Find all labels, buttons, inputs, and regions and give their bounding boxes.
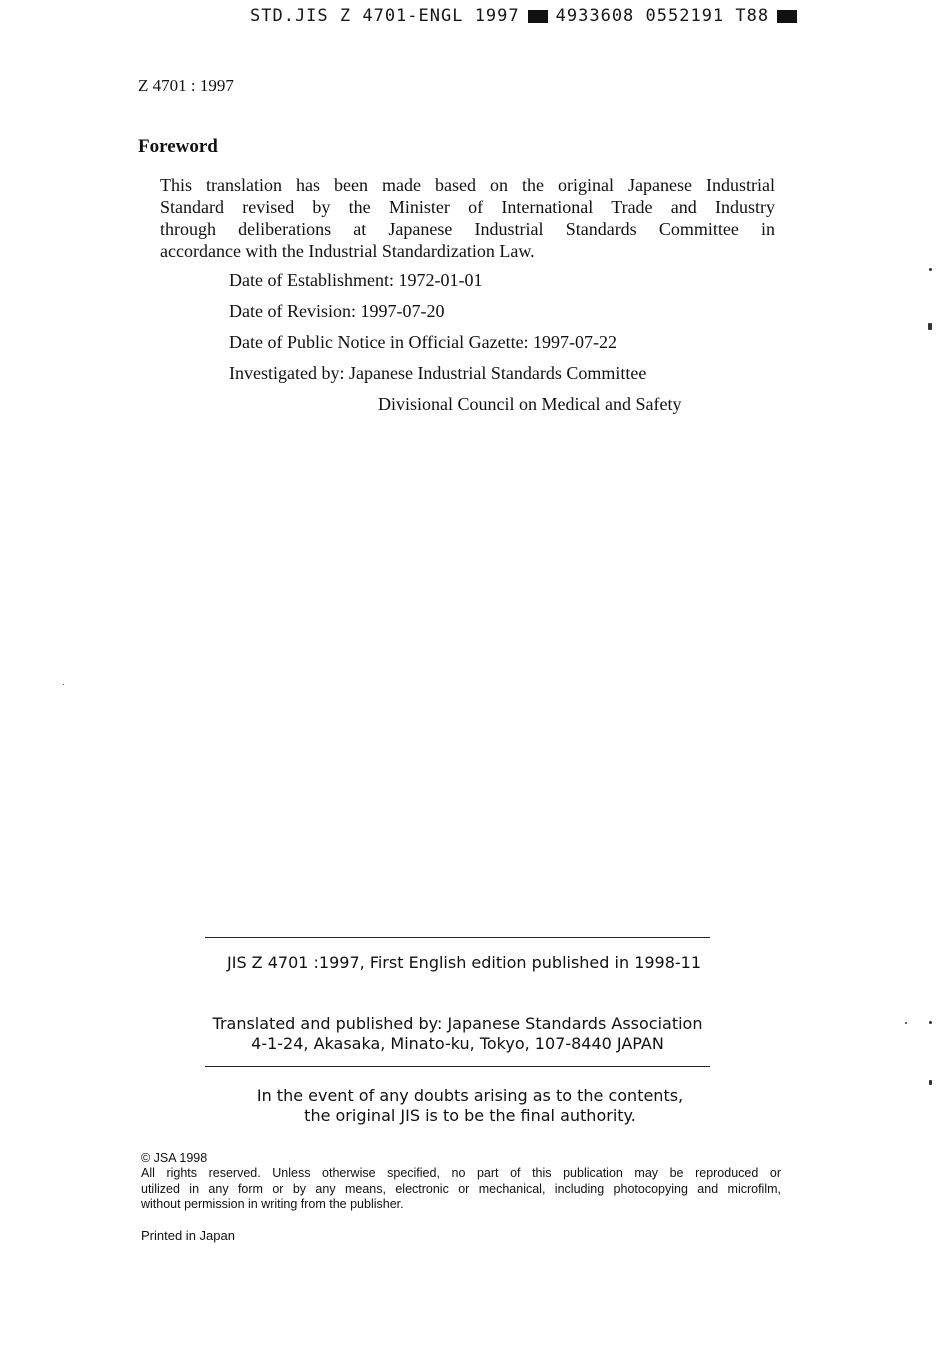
document-number: Z 4701 : 1997: [138, 76, 234, 95]
rights-statement: [141, 1166, 781, 1213]
scan-speck: [905, 1022, 907, 1024]
rights-line: All rights reserved. Unless otherwise specified, no part of this publication may be reproduced or: [141, 1166, 781, 1180]
header-stamp: [250, 6, 805, 26]
investigated-by: Investigated by: Japanese Industrial Standards Committee: [229, 363, 647, 383]
foreword-line: through deliberations at Japanese Industrial Standards Committee in: [160, 219, 775, 239]
copyright-notice: © JSA 1998: [141, 1151, 208, 1165]
divider-bottom: [205, 1066, 710, 1067]
foreword-line: Standard revised by the Minister of International Trade and Industry: [160, 197, 775, 217]
date-of-establishment: Date of Establishment: 1972-01-01: [229, 270, 483, 290]
investigated-by-council: Divisional Council on Medical and Safety: [378, 394, 682, 414]
rights-line: utilized in any form or by any means, electronic or mechanical, including photocopying and microfilm,: [141, 1181, 781, 1196]
publisher-line: Translated and published by: Japanese Standards Association: [212, 1014, 703, 1033]
edition-line: JIS Z 4701 :1997, First English edition published in 1998-11: [227, 953, 702, 972]
scan-speck: [929, 268, 932, 271]
authority-note-line: In the event of any doubts arising as to the contents,: [256, 1086, 684, 1105]
foreword-paragraph: [160, 174, 775, 262]
scan-speck: [63, 684, 64, 685]
divider-top: [205, 937, 710, 938]
foreword-line: This translation has been made based on the original Japanese Industrial: [160, 175, 775, 195]
date-of-public-notice: Date of Public Notice in Official Gazette: 1997-07-22: [229, 332, 618, 352]
header-stamp-code: STD.JIS Z 4701-ENGL 1997: [250, 6, 520, 26]
printed-in: Printed in Japan: [141, 1228, 235, 1243]
authority-note-line: the original JIS is to be the final authority.: [304, 1106, 636, 1125]
scan-speck: [928, 323, 932, 330]
date-of-revision: Date of Revision: 1997-07-20: [229, 301, 445, 321]
header-stamp-serial: 4933608 0552191 T88: [555, 6, 770, 26]
rights-line: without permission in writing from the publisher.: [141, 1197, 404, 1211]
stamp-block-icon: [528, 10, 548, 23]
scan-speck: [929, 1080, 932, 1085]
scan-speck: [929, 1021, 932, 1024]
foreword-heading: Foreword: [138, 136, 218, 157]
stamp-block-icon: [777, 10, 797, 23]
publisher-address: 4-1-24, Akasaka, Minato-ku, Tokyo, 107-8440 JAPAN: [251, 1034, 664, 1053]
foreword-line: accordance with the Industrial Standardization Law.: [160, 241, 535, 261]
